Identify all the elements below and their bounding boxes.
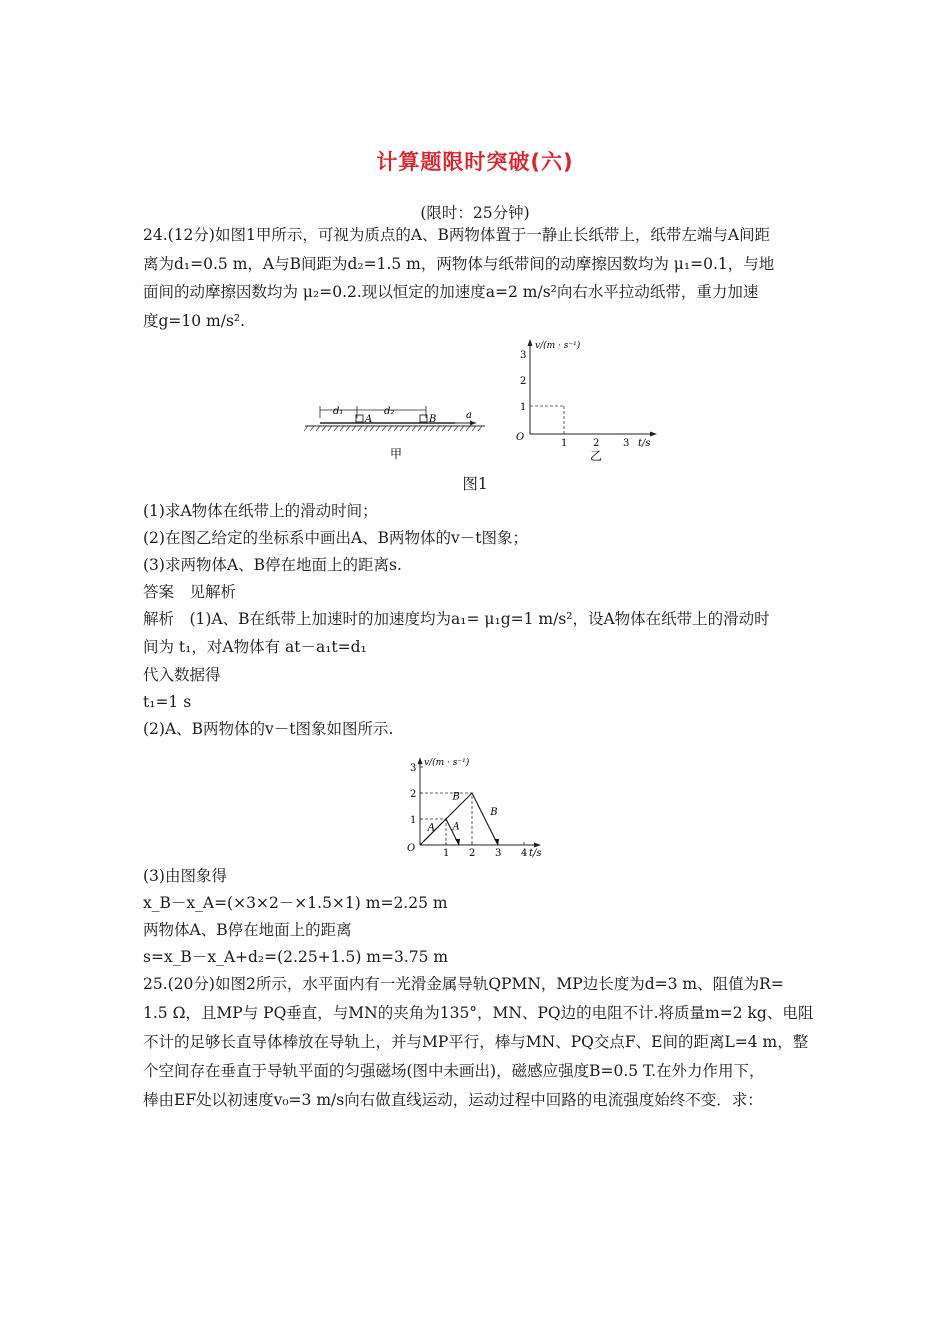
page-title: 计算题限时突破(六) bbox=[376, 150, 574, 174]
q24-line-4: 度g=10 m/s². bbox=[143, 312, 246, 330]
fig-yi-label: 乙 bbox=[590, 449, 603, 463]
q24-line-2: 离为d₁=0.5 m，A与B间距为d₂=1.5 m，两物体与纸带间的动摩擦因数均为 μ₁=0.1，与地 bbox=[143, 255, 775, 273]
figure-jia bbox=[300, 398, 490, 462]
time-limit: (限时：25分钟) bbox=[420, 204, 530, 222]
x-axis-arrow-icon bbox=[534, 843, 541, 848]
analysis2-line-1: (3)由图象得 bbox=[143, 867, 227, 885]
yi-origin: O bbox=[516, 432, 525, 443]
analysis2-line-4: s=x_B－x_A+d₂=(2.25+1.5) m=3.75 m bbox=[143, 948, 449, 966]
q24-line-1: 24.(12分)如图1甲所示，可视为质点的A、B两物体置于一静止长纸带上，纸带左端与A间距 bbox=[143, 226, 771, 244]
block-a-label: A bbox=[365, 414, 373, 425]
origin-label: O bbox=[407, 843, 416, 854]
yi-ylabel: v/(m · s⁻¹) bbox=[535, 341, 581, 351]
q25-line-4: 个空间存在垂直于导轨平面的匀强磁场(图中未画出)，磁感应强度B=0.5 T.在外力作用下， bbox=[143, 1062, 765, 1080]
series-a-arrow-icon bbox=[455, 839, 460, 845]
yi-xtick-3: 3 bbox=[623, 438, 630, 449]
x-tick-label: 1 bbox=[443, 848, 450, 859]
y-tick-label: 2 bbox=[410, 789, 417, 800]
question-3: (3)求两物体A、B停在地面上的距离s. bbox=[143, 556, 402, 574]
figure-caption: 图1 bbox=[462, 475, 488, 493]
series-label: A bbox=[427, 822, 436, 834]
yi-xtick-1: 1 bbox=[561, 438, 568, 449]
y-axis-label: v/(m · s⁻¹) bbox=[424, 758, 470, 769]
x-tick-label: 4 bbox=[521, 848, 528, 859]
q25-line-3: 不计的足够长直导体棒放在导轨上，并与MP平行，棒与MN、PQ交点F、E间的距离L=4 m，整 bbox=[143, 1033, 809, 1051]
fig-jia-label: 甲 bbox=[390, 447, 403, 461]
block-b-label: B bbox=[429, 414, 437, 425]
analysis2-line-3: 两物体A、B停在地面上的距离 bbox=[143, 921, 352, 939]
analysis-line-5: (2)A、B两物体的v－t图象如图所示. bbox=[143, 720, 394, 738]
accel-label: a bbox=[466, 410, 472, 421]
analysis-line-2: 间为 t₁，对A物体有 at－a₁t=d₁ bbox=[143, 638, 367, 656]
d1-label: d₁ bbox=[333, 406, 344, 417]
yi-ytick-1: 1 bbox=[520, 402, 527, 413]
vt-chart bbox=[398, 745, 558, 860]
analysis2-line-2: x_B－x_A=(×3×2－×1.5×1) m=2.25 m bbox=[143, 894, 448, 912]
series-label: A bbox=[452, 821, 460, 833]
x-tick-label: 2 bbox=[469, 848, 476, 859]
q25-line-1: 25.(20分)如图2所示，水平面内有一光滑金属导轨QPMN，MP边长度为d=3 m、阻值为R= bbox=[143, 975, 784, 993]
analysis-line-1: 解析 (1)A、B在纸带上加速时的加速度均为a₁= μ₁g=1 m/s²，设A物体在纸带上的滑动时 bbox=[143, 610, 770, 628]
series-label: B bbox=[490, 807, 498, 819]
q24-line-3: 面间的动摩擦因数均为 μ₂=0.2.现以恒定的加速度a=2 m/s²向右水平拉动纸带，重力加速 bbox=[143, 283, 759, 301]
analysis-line-3: 代入数据得 bbox=[143, 666, 221, 684]
question-1: (1)求A物体在纸带上的滑动时间； bbox=[143, 502, 378, 520]
yi-ytick-3: 3 bbox=[520, 350, 527, 361]
x-axis-label: t/s bbox=[529, 848, 542, 859]
y-tick-label: 3 bbox=[410, 763, 417, 774]
y-tick-label: 1 bbox=[410, 815, 417, 826]
q25-line-2: 1.5 Ω，且MP与 PQ垂直，与MN的夹角为135°，MN、PQ边的电阻不计.将质量m=2 kg、电阻 bbox=[143, 1004, 814, 1022]
d2-label: d₂ bbox=[384, 406, 395, 417]
y-axis-arrow-icon bbox=[418, 757, 423, 764]
question-2: (2)在图乙给定的坐标系中画出A、B两物体的v－t图象； bbox=[143, 529, 529, 547]
yi-xtick-2: 2 bbox=[593, 438, 600, 449]
answer-line: 答案 见解析 bbox=[143, 583, 237, 601]
series-label: B bbox=[452, 791, 460, 803]
yi-xlabel: t/s bbox=[638, 438, 651, 449]
x-tick-label: 3 bbox=[495, 848, 502, 859]
arrow-icon bbox=[470, 421, 476, 426]
analysis-line-4: t₁=1 s bbox=[143, 693, 192, 711]
figure-yi bbox=[508, 336, 668, 464]
q25-line-5: 棒由EF处以初速度v₀=3 m/s向右做直线运动，运动过程中回路的电流强度始终不变．求： bbox=[143, 1091, 763, 1109]
yi-ytick-2: 2 bbox=[520, 376, 527, 387]
